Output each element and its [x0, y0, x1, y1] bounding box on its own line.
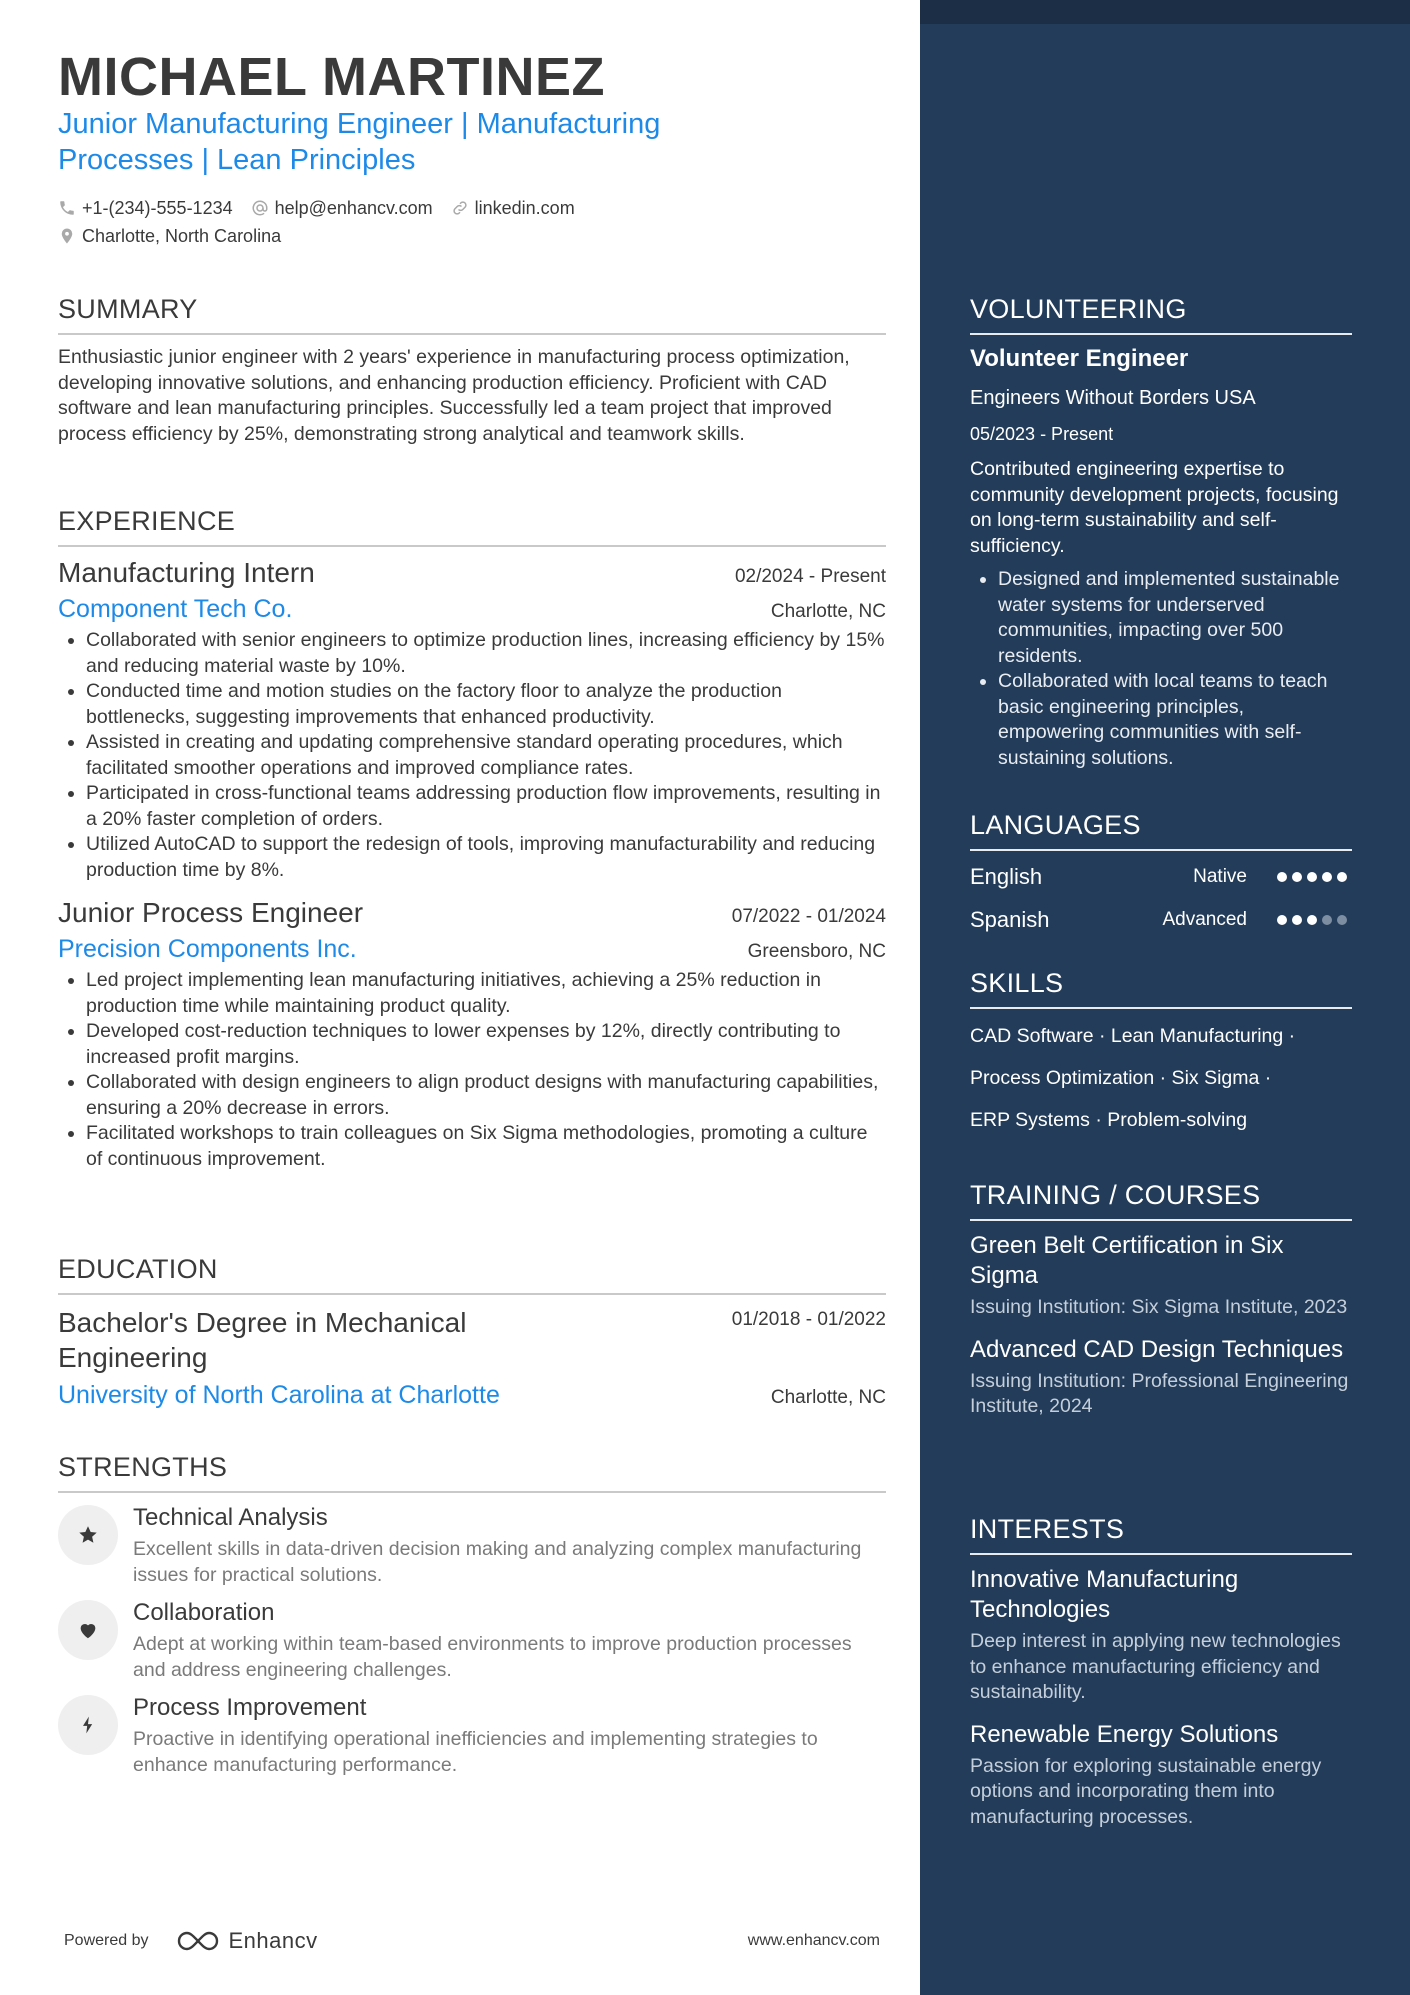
job-bullet: • Collaborated with senior engineers to optimize production lines, increasing efficiency by 15% and reducing material waste by 10%. — [86, 628, 886, 679]
enhancv-logo[interactable] — [175, 1928, 318, 1954]
rating-dot-empty — [1337, 915, 1347, 925]
enhancv-logo-icon — [175, 1929, 221, 1953]
job-date: 07/2022 - 01/2024 — [731, 906, 886, 927]
course-item — [970, 1335, 1352, 1420]
job-bullet: • Participated in cross-functional teams addressing production flow improvements, resulting in a 20% faster completion of orders. — [86, 781, 886, 832]
volunteer-bullet: • Designed and implemented sustainable water systems for underserved communities, impacting over 500 residents. — [998, 567, 1352, 669]
language-rating — [1277, 872, 1352, 882]
volunteer-role: Volunteer Engineer — [970, 345, 1189, 372]
language-row — [970, 898, 1352, 941]
education-entry — [58, 1305, 886, 1410]
education-section — [58, 1254, 886, 1410]
strengths-section — [58, 1452, 886, 1778]
linkedin-text: linkedin.com — [474, 197, 575, 218]
sidebar — [920, 0, 1410, 1995]
job-bullets — [58, 628, 886, 883]
rating-dot — [1337, 872, 1347, 882]
section-title: STRENGTHS — [58, 1452, 886, 1493]
strength-desc: Excellent skills in data-driven decision making and analyzing complex manufacturing issues for practical solutions. — [133, 1538, 862, 1586]
rating-dot-empty — [1322, 915, 1332, 925]
rating-dot — [1292, 915, 1302, 925]
company-name[interactable]: Component Tech Co. — [58, 595, 293, 623]
rating-dot — [1307, 872, 1317, 882]
summary-section — [58, 294, 886, 447]
training-section — [970, 1180, 1352, 1420]
strength-title: Process Improvement — [133, 1694, 367, 1721]
course-issuer: Issuing Institution: Six Sigma Institute, 2023 — [970, 1296, 1348, 1318]
course-title: Advanced CAD Design Techniques — [970, 1335, 1344, 1363]
job-location: Greensboro, NC — [747, 941, 886, 962]
job-bullet: • Developed cost-reduction techniques to lower expenses by 12%, directly contributing to increased profit margins. — [86, 1019, 886, 1070]
strength-item — [58, 1503, 886, 1588]
sidebar-top-bar — [920, 0, 1410, 24]
headline — [58, 106, 778, 178]
job-date: 02/2024 - Present — [734, 566, 886, 587]
education-date: 01/2018 - 01/2022 — [731, 1309, 886, 1330]
location-text: Charlotte, North Carolina — [82, 225, 282, 246]
phone-icon — [58, 199, 76, 217]
rating-dot — [1277, 915, 1287, 925]
rating-dot — [1277, 872, 1287, 882]
job-bullets — [58, 968, 886, 1172]
interest-title: Renewable Energy Solutions — [970, 1720, 1279, 1748]
headline-line-1: Junior Manufacturing Engineer | Manufacturing — [58, 108, 661, 140]
strength-item — [58, 1693, 886, 1778]
volunteer-desc: Contributed engineering expertise to community development projects, focusing on long-term sustainability and self-sufficiency. — [970, 458, 1339, 557]
education-location: Charlotte, NC — [770, 1387, 886, 1408]
footer — [64, 1928, 880, 1954]
experience-section — [58, 506, 886, 1172]
footer-url[interactable]: www.enhancv.com — [747, 1932, 880, 1949]
skills-section — [970, 968, 1352, 1141]
candidate-name: MICHAEL MARTINEZ — [58, 47, 605, 107]
star-icon — [58, 1505, 118, 1565]
rating-dot — [1292, 872, 1302, 882]
volunteer-date: 05/2023 - Present — [970, 424, 1114, 444]
interest-item — [970, 1720, 1352, 1831]
link-icon — [451, 199, 469, 217]
section-title: SKILLS — [970, 968, 1352, 1009]
language-level: Native — [1193, 865, 1247, 887]
email-contact[interactable] — [251, 198, 433, 219]
language-name: Spanish — [970, 906, 1050, 932]
strength-desc: Adept at working within team-based environments to improve production processes and address engineering challenges. — [133, 1633, 852, 1681]
job-title: Manufacturing Intern — [58, 557, 315, 588]
strength-title: Technical Analysis — [133, 1504, 328, 1531]
skills-line: CAD Software · Lean Manufacturing · — [970, 1025, 1296, 1047]
at-icon — [251, 199, 269, 217]
languages-section — [970, 810, 1352, 941]
phone-text: +1-(234)-555-1234 — [82, 197, 233, 218]
heart-icon — [58, 1600, 118, 1660]
skills-line: ERP Systems · Problem-solving — [970, 1109, 1248, 1131]
section-title: VOLUNTEERING — [970, 294, 1352, 335]
company-name[interactable]: Precision Components Inc. — [58, 935, 357, 963]
school-name[interactable]: University of North Carolina at Charlotte — [58, 1381, 500, 1409]
rating-dot — [1322, 872, 1332, 882]
job-bullet: • Led project implementing lean manufacturing initiatives, achieving a 25% reduction in production time while maintaining product quality. — [86, 968, 886, 1019]
course-title: Green Belt Certification in Six Sigma — [970, 1232, 1284, 1289]
strength-item — [58, 1598, 886, 1683]
course-item — [970, 1231, 1352, 1321]
skills-line: Process Optimization · Six Sigma · — [970, 1067, 1272, 1089]
job-bullet: • Collaborated with design engineers to align product designs with manufacturing capabilities, ensuring a 20% decrease in errors. — [86, 1070, 886, 1121]
interests-section — [970, 1514, 1352, 1830]
interest-item — [970, 1565, 1352, 1706]
section-title: SUMMARY — [58, 294, 886, 335]
job-location: Charlotte, NC — [770, 601, 886, 622]
strength-title: Collaboration — [133, 1599, 275, 1626]
job-entry — [58, 557, 886, 883]
contact-info — [58, 194, 878, 250]
job-bullet: • Conducted time and motion studies on the factory floor to analyze the production bottlenecks, suggesting improvements that enhanced productivity. — [86, 679, 886, 730]
section-title: EDUCATION — [58, 1254, 886, 1295]
job-entry — [58, 897, 886, 1172]
degree-title: Bachelor's Degree in Mechanical Engineering — [58, 1307, 467, 1373]
phone-contact[interactable] — [58, 198, 233, 219]
volunteering-section — [970, 294, 1352, 771]
location-contact — [58, 226, 281, 247]
language-rating — [1277, 915, 1352, 925]
job-bullet: • Facilitated workshops to train colleagues on Six Sigma methodologies, promoting a culture of continuous improvement. — [86, 1121, 886, 1172]
enhancv-logo-text: Enhancv — [228, 1928, 318, 1953]
volunteer-bullets — [970, 567, 1352, 771]
language-row — [970, 855, 1352, 898]
lightning-icon — [58, 1695, 118, 1755]
interest-desc: Passion for exploring sustainable energy options and incorporating them into manufacturing processes. — [970, 1754, 1322, 1828]
strength-desc: Proactive in identifying operational inefficiencies and implementing strategies to enhance manufacturing performance. — [133, 1728, 818, 1776]
interest-title: Innovative Manufacturing Technologies — [970, 1566, 1239, 1623]
location-pin-icon — [58, 227, 76, 245]
email-text: help@enhancv.com — [274, 197, 433, 218]
section-title: EXPERIENCE — [58, 506, 886, 547]
skills-list — [970, 1015, 1352, 1141]
interest-desc: Deep interest in applying new technologies to enhance manufacturing efficiency and sustainability. — [970, 1630, 1341, 1703]
course-issuer: Issuing Institution: Professional Engineering Institute, 2024 — [970, 1369, 1349, 1417]
language-name: English — [970, 863, 1043, 889]
section-title: LANGUAGES — [970, 810, 1352, 851]
powered-by-label: Powered by — [64, 1932, 149, 1949]
rating-dot — [1307, 915, 1317, 925]
volunteer-bullet: • Collaborated with local teams to teach basic engineering principles, empowering communities with self-sustaining solutions. — [998, 669, 1352, 771]
language-level: Advanced — [1162, 908, 1247, 930]
section-title: TRAINING / COURSES — [970, 1180, 1352, 1221]
headline-line-2: Processes | Lean Principles — [58, 144, 416, 176]
linkedin-contact[interactable] — [451, 198, 575, 219]
volunteer-org: Engineers Without Borders USA — [970, 387, 1256, 409]
section-title: INTERESTS — [970, 1514, 1352, 1555]
job-title: Junior Process Engineer — [58, 897, 364, 928]
job-bullet: • Assisted in creating and updating comprehensive standard operating procedures, which facilitated smoother operations and improved compliance rates. — [86, 730, 886, 781]
job-bullet: • Utilized AutoCAD to support the redesign of tools, improving manufacturability and reducing production time by 8%. — [86, 832, 886, 883]
powered-by — [64, 1928, 318, 1954]
summary-text: Enthusiastic junior engineer with 2 years' experience in manufacturing process optimization, developing innovative solutions, and enhancing production efficiency. Proficient with CAD software and lean manufacturing principles. Successfully led a team project that improved process efficiency by 25%, demonstrating strong analytical and teamwork skills. — [58, 346, 850, 445]
